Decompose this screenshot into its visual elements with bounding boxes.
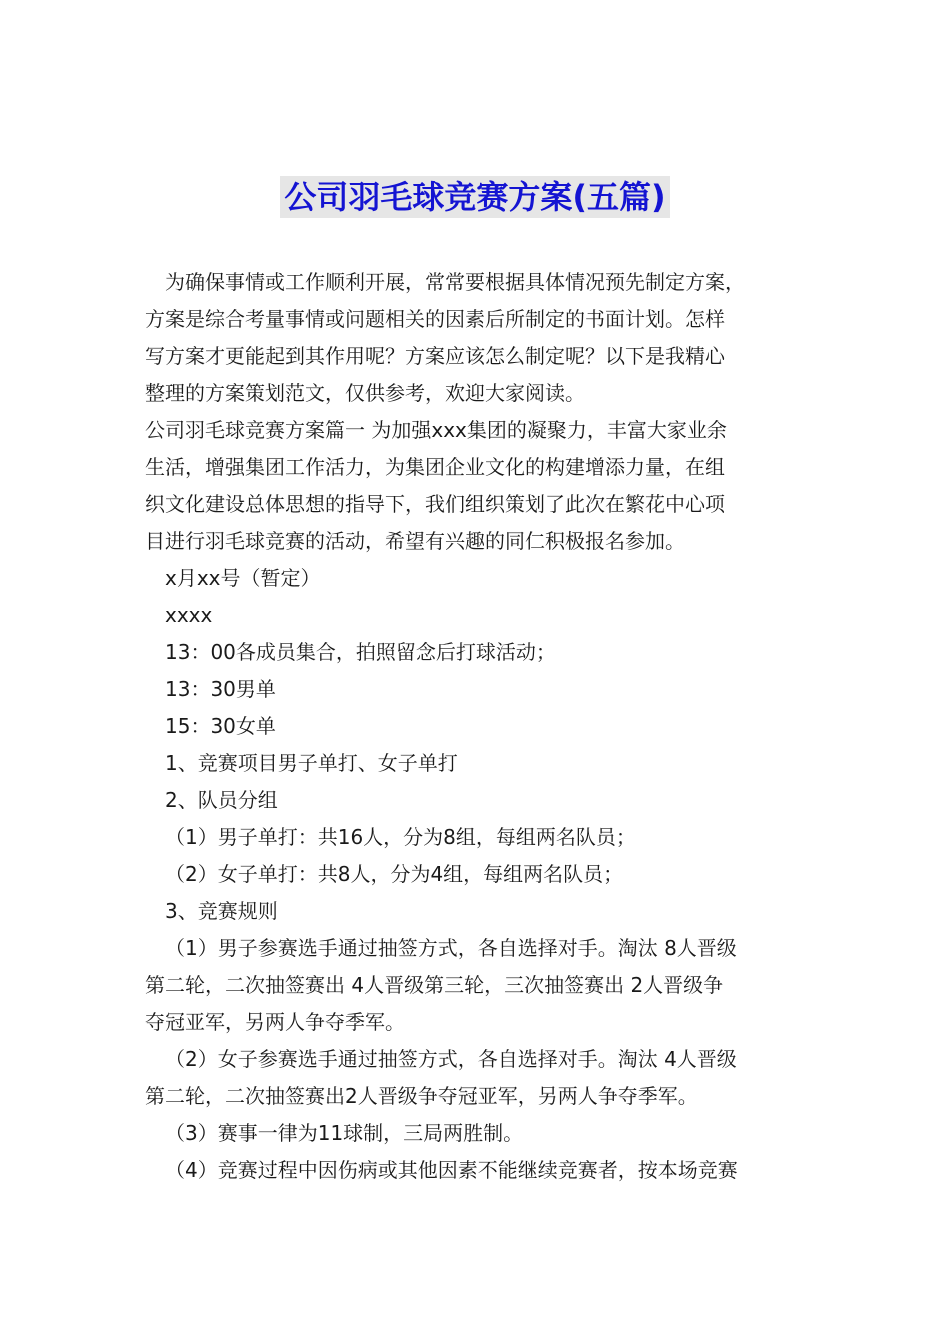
body-line: 3、竞赛规则: [165, 899, 278, 923]
document-title: 公司羽毛球竞赛方案(五篇): [280, 176, 669, 218]
body-line: 目进行羽毛球竞赛的活动，希望有兴趣的同仁积极报名参加。: [145, 529, 685, 553]
body-line: 方案是综合考量事情或问题相关的因素后所制定的书面计划。怎样: [145, 307, 725, 331]
body-line: 公司羽毛球竞赛方案篇一 为加强xxx集团的凝聚力，丰富大家业余: [145, 418, 727, 442]
body-line: （4）竞赛过程中因伤病或其他因素不能继续竞赛者，按本场竞赛: [165, 1158, 738, 1182]
body-line: （3）赛事一律为11球制，三局两胜制。: [165, 1121, 524, 1145]
body-line: 写方案才更能起到其作用呢？方案应该怎么制定呢？以下是我精心: [145, 344, 725, 368]
body-line: 整理的方案策划范文，仅供参考，欢迎大家阅读。: [145, 381, 585, 405]
body-line: x月xx号（暂定）: [165, 566, 321, 590]
body-line: （2）女子参赛选手通过抽签方式，各自选择对手。淘汰 4人晋级: [165, 1047, 737, 1071]
document-body: [145, 264, 815, 1189]
title-container: [0, 176, 950, 218]
body-line: 15：30女单: [165, 714, 276, 738]
body-line: 1、竞赛项目男子单打、女子单打: [165, 751, 458, 775]
body-line: 第二轮，二次抽签赛出 4人晋级第三轮，三次抽签赛出 2人晋级争: [145, 973, 724, 997]
body-line: 13：00各成员集合，拍照留念后打球活动；: [165, 640, 556, 664]
body-line: 夺冠亚军，另两人争夺季军。: [145, 1010, 405, 1034]
body-line: 2、队员分组: [165, 788, 278, 812]
body-line: 织文化建设总体思想的指导下，我们组织策划了此次在繁花中心项: [145, 492, 725, 516]
body-line: （1）男子单打：共16人，分为8组，每组两名队员；: [165, 825, 636, 849]
body-line: 为确保事情或工作顺利开展，常常要根据具体情况预先制定方案，: [165, 270, 745, 294]
body-line: 第二轮，二次抽签赛出2人晋级争夺冠亚军，另两人争夺季军。: [145, 1084, 698, 1108]
body-line: xxxx: [165, 603, 213, 627]
body-line: （2）女子单打：共8人，分为4组，每组两名队员；: [165, 862, 624, 886]
body-line: 生活，增强集团工作活力，为集团企业文化的构建增添力量，在组: [145, 455, 725, 479]
body-line: 13：30男单: [165, 677, 276, 701]
body-line: （1）男子参赛选手通过抽签方式，各自选择对手。淘汰 8人晋级: [165, 936, 737, 960]
